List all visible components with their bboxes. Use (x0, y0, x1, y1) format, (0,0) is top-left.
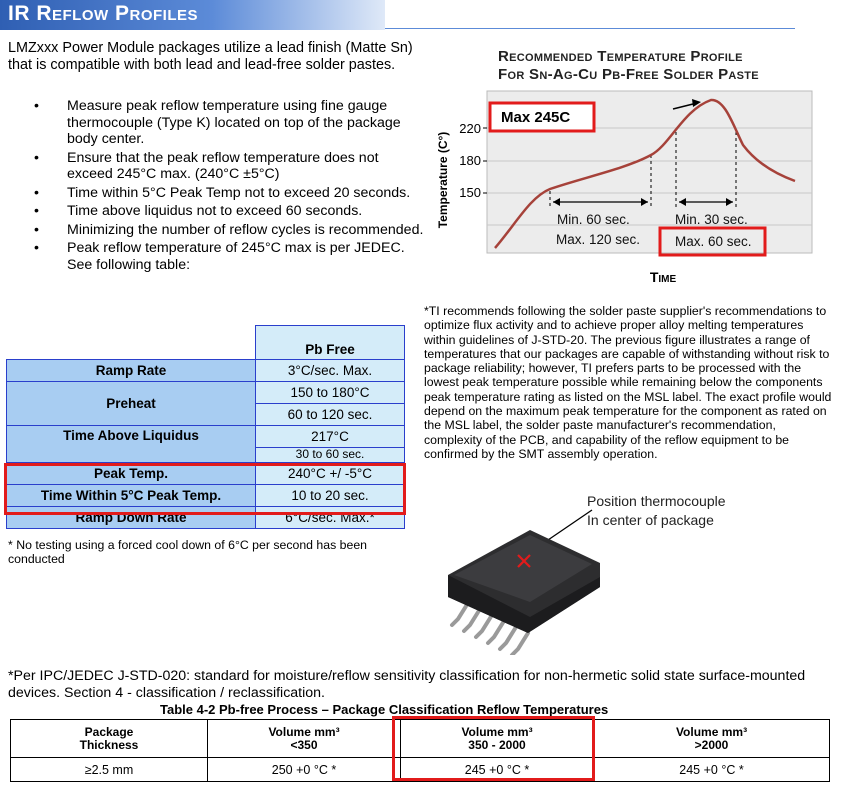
intro-paragraph: LMZxxx Power Module packages utilize a lead finish (Matte Sn) that is compatible with both lead and lead-free solder pastes. (8, 40, 413, 73)
table-footnote: * No testing using a forced cool down of 6°C per second has been conducted (8, 538, 368, 566)
column-header-line: >2000 (694, 737, 729, 752)
table-cell: 245 +0 °C * (401, 758, 594, 782)
table-cell: 250 +0 °C * (208, 758, 401, 782)
column-header (208, 720, 401, 758)
guideline-list (34, 98, 424, 275)
y-axis-label: Temperature (C°) (436, 131, 450, 229)
annotation-text: Min. 30 sec. (675, 212, 748, 227)
list-item: • Ensure that the peak reflow temperature does not exceed 245°C max. (240°C ±5°C) (34, 150, 424, 183)
list-item: • Measure peak reflow temperature using fine gauge thermocouple (Type K) located on top of the package body center. (34, 98, 424, 148)
row-value: 60 to 120 sec. (256, 404, 405, 426)
table-title: Table 4-2 Pb-free Process – Package Classification Reflow Temperatures (160, 702, 609, 717)
list-item: • Time above liquidus not to exceed 60 seconds. (34, 203, 424, 220)
row-label-time-within-peak: Time Within 5°C Peak Temp. (7, 485, 256, 507)
column-header-line: 350 - 2000 (468, 737, 526, 752)
row-label-peak-temp: Peak Temp. (7, 463, 256, 485)
row-value: 10 to 20 sec. (256, 485, 405, 507)
row-label-ramp-rate: Ramp Rate (7, 360, 256, 382)
list-item: • Time within 5°C Peak Temp not to exceed 20 seconds. (34, 185, 424, 202)
annotation-text: Max. 60 sec. (675, 234, 752, 249)
y-tick-label: 150 (459, 185, 481, 200)
row-value: 6°C/sec. Max.* (256, 507, 405, 529)
x-axis-label: Time (649, 269, 677, 285)
chart-title-line: For Sn-Ag-Cu Pb-Free Solder Paste (498, 66, 759, 83)
y-tick-label: 180 (459, 153, 481, 168)
row-label-preheat: Preheat (7, 382, 256, 426)
row-value: 240°C +/ -5°C (256, 463, 405, 485)
highlight-box-350-2000 (392, 716, 595, 781)
column-header (594, 720, 830, 758)
table-row (7, 360, 405, 382)
column-header-line: <350 (290, 737, 318, 752)
column-header-line: Volume mm³ (675, 724, 748, 739)
highlight-box-peak (4, 463, 406, 515)
list-item: • Peak reflow temperature of 245°C max is per JEDEC. See following table: (34, 240, 424, 273)
row-value: 150 to 180°C (256, 382, 405, 404)
row-label-time-above-liquidus: Time Above Liquidus (7, 426, 256, 463)
reflow-profile-chart (425, 85, 820, 290)
jedec-note: *Per IPC/JEDEC J-STD-020: standard for moisture/reflow sensitivity classification for non-hermetic solid state surface-mounted devices. Section 4 - classification / reclassification. (8, 668, 806, 701)
chart-title (498, 48, 759, 84)
chart-title-line: Recommended Temperature Profile (498, 48, 743, 65)
column-header (11, 720, 208, 758)
row-label-ramp-down-rate: Ramp Down Rate (7, 507, 256, 529)
column-header-pb-free: Pb Free (256, 326, 405, 360)
section-title: IR Reflow Profiles (8, 2, 198, 25)
annotation-text: Max. 120 sec. (556, 232, 641, 247)
annotation-text: Min. 60 sec. (557, 212, 630, 227)
table-cell: 245 +0 °C * (594, 758, 830, 782)
column-header-line: Volume mm³ (461, 724, 533, 739)
table-cell: ≥2.5 mm (11, 758, 208, 782)
row-value: 3°C/sec. Max. (256, 360, 405, 382)
list-item: • Minimizing the number of reflow cycles is recommended. (34, 222, 424, 239)
max-temp-label: Max 245C (501, 109, 571, 126)
table-row (7, 382, 405, 404)
ti-recommendation-note: *TI recommends following the solder paste supplier's recommendations to optimize flux activity and to achieve proper alloy melting temperatures within guidelines of J-STD-20. The previous figure illustrates a range of temperatures that our packages are capable of withstanding without risk to package reliability; however, TI prefers parts to be processed with the lowest peak temperature possible while remaining below the components peak temperature rating as listed on the MSL label. The exact profile would depend on the maximum peak temperature for the component as rated on the MSL label, the solder paste manufacturer's recommendation, complexity of the PCB, and capability of the reflow equipment to be confirmed by the SMT assembly operation. (424, 304, 832, 461)
header-rule (385, 28, 795, 29)
package-illustration (430, 505, 630, 655)
thermocouple-label-line: In center of package (587, 512, 714, 528)
thermocouple-label-line: Position thermocouple (587, 493, 726, 509)
y-tick-label: 220 (459, 121, 481, 136)
row-value: 30 to 60 sec. (256, 448, 405, 463)
column-header-line: Thickness (79, 737, 139, 752)
column-header-line: Volume mm³ (268, 724, 340, 739)
row-value: 217°C (256, 426, 405, 448)
table-row (7, 426, 405, 448)
column-header-line: Package (84, 724, 134, 739)
table-corner (7, 326, 256, 360)
